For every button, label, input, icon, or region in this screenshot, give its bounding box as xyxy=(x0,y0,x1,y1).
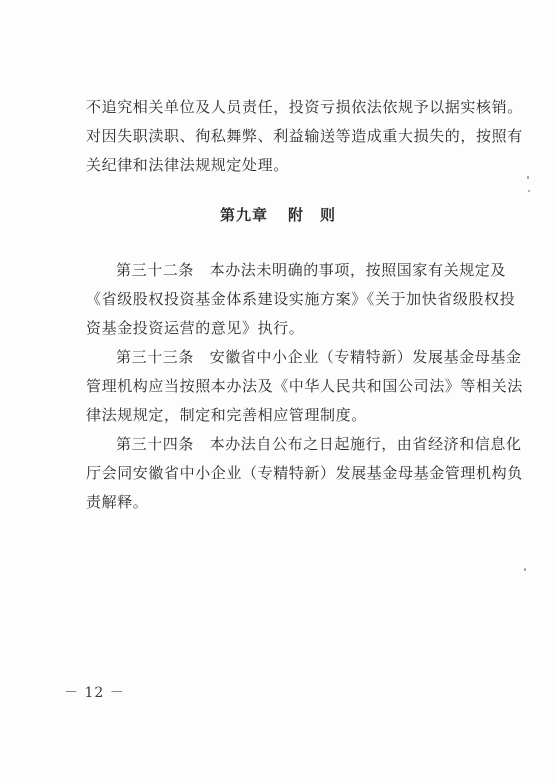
article-34-line: 厅会同安徽省中小企业（专精特新）发展基金母基金管理机构负 xyxy=(86,464,523,482)
article-34-line: 责解释。 xyxy=(86,493,149,511)
scan-speck xyxy=(524,568,526,571)
article-32-line: 第三十二条 本办法未明确的事项，按照国家有关规定及 xyxy=(116,261,507,279)
article-33-line: 第三十三条 安徽省中小企业（专精特新）发展基金母基金 xyxy=(116,348,522,366)
article-33-line: 律法规规定，制定和完善相应管理制度。 xyxy=(86,406,367,424)
chapter-number: 第九章 xyxy=(219,206,268,224)
body-text-line: 不追究相关单位及人员责任，投资亏损依法依规予以据实核销。 xyxy=(86,98,523,116)
article-32-line: 《省级股权投资基金体系建设实施方案》《关于加快省级股权投 xyxy=(86,290,516,308)
scan-speck xyxy=(527,176,529,179)
article-33-line: 管理机构应当按照本办法及《中华人民共和国公司法》等相关法 xyxy=(86,377,523,395)
body-text-line: 对因失职渎职、徇私舞弊、利益输送等造成重大损失的，按照有 xyxy=(86,127,523,145)
chapter-title: 附 则 xyxy=(288,206,337,224)
chapter-heading xyxy=(0,204,556,226)
article-32-line: 资基金投资运营的意见》执行。 xyxy=(86,319,305,337)
article-34-line: 第三十四条 本办法自公布之日起施行，由省经济和信息化 xyxy=(116,435,522,453)
body-text-line: 关纪律和法律法规规定处理。 xyxy=(86,156,289,174)
scan-speck xyxy=(528,190,530,192)
page-number: － 12 － xyxy=(64,685,125,701)
